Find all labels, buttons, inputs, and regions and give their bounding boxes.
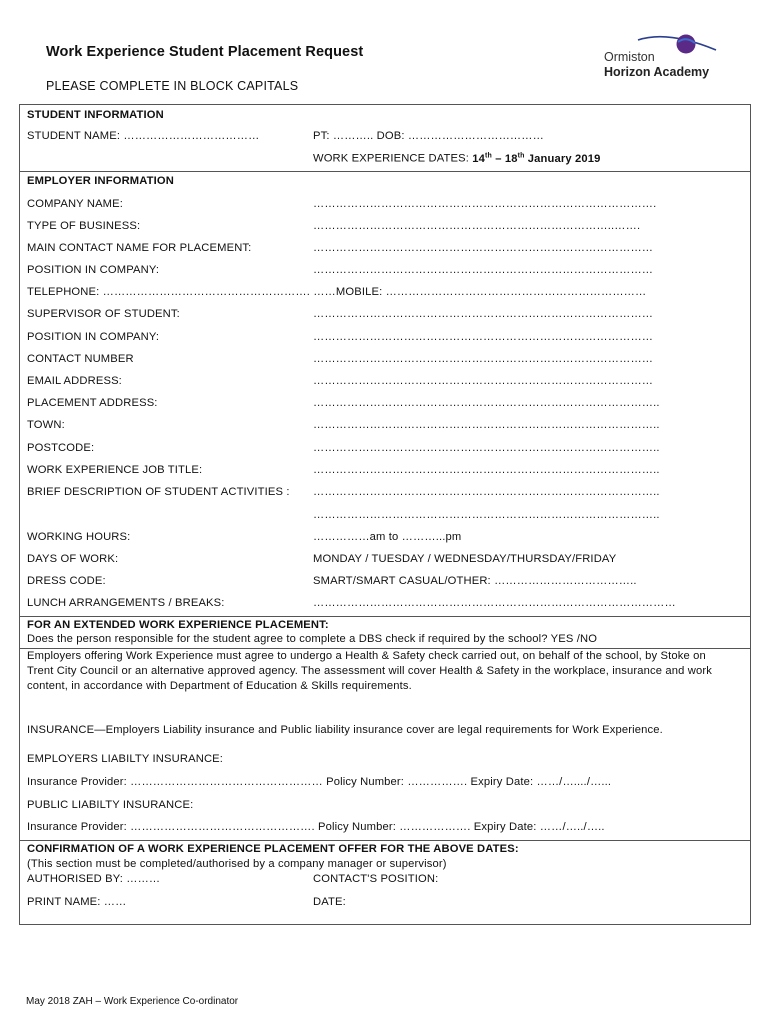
contact-position-field[interactable]: CONTACT'S POSITION:: [313, 873, 439, 885]
health-safety-paragraph: Employers offering Work Experience must agree to undergo a Health & Safety check carried out, on behalf of the school, by Stoke on Trent City Council or an alternative approved agency. The assessment will cover Health & Safety in the workplace, insurance and work content, in accordance with Department of Education & Skills requirements.: [27, 650, 712, 692]
main-contact-label: MAIN CONTACT NAME FOR PLACEMENT:: [27, 242, 252, 254]
main-contact-field[interactable]: ………………………………………………………………………………: [313, 242, 654, 254]
employers-liability-heading: EMPLOYERS LIABILTY INSURANCE:: [27, 753, 224, 765]
town-field[interactable]: ………………………………………………………………………………..: [313, 419, 660, 431]
business-type-field[interactable]: ……………………………………………………………………..…….: [313, 220, 641, 232]
dates-label: WORK EXPERIENCE DATES:: [313, 152, 473, 165]
dates-day1: 14: [472, 152, 486, 165]
authorised-by-field[interactable]: AUTHORISED BY: ………: [27, 873, 161, 885]
work-experience-dates: [313, 152, 600, 165]
placement-address-field[interactable]: ………………………………………………………………………………..: [313, 397, 660, 409]
supervisor-position-label: POSITION IN COMPANY:: [27, 331, 160, 343]
company-name-field[interactable]: ……………………………………………………………………………….: [313, 198, 657, 210]
activities-label: BRIEF DESCRIPTION OF STUDENT ACTIVITIES :: [27, 486, 290, 498]
supervisor-position-field[interactable]: ………………………………………………………………………………: [313, 331, 654, 343]
days-field[interactable]: MONDAY / TUESDAY / WEDNESDAY/THURSDAY/FRIDAY: [313, 553, 617, 565]
confirmation-note: (This section must be completed/authorised by a company manager or supervisor): [27, 858, 447, 870]
divider: [20, 171, 750, 172]
contact-number-field[interactable]: ………………………………………………………………………………: [313, 353, 654, 365]
school-logo: [598, 32, 730, 84]
postcode-field[interactable]: ………………………………………………………………………………..: [313, 442, 660, 454]
page-subtitle: PLEASE COMPLETE IN BLOCK CAPITALS: [46, 79, 299, 93]
dates-sup2: th: [517, 152, 525, 159]
working-hours-field[interactable]: ……………am to ………...pm: [313, 531, 462, 543]
email-field[interactable]: ………………………………………………………………………………: [313, 375, 654, 387]
placement-form: [19, 104, 751, 925]
business-type-label: TYPE OF BUSINESS:: [27, 220, 141, 232]
employers-insurance-fields[interactable]: Insurance Provider: …………………………………………… Policy Number: ……………. Expiry Date: ……/…..../…...: [27, 776, 612, 788]
insurance-paragraph: INSURANCE—Employers Liability insurance and Public liability insurance cover are legal requirements for Work Experience.: [27, 724, 663, 736]
position-field[interactable]: ………………………………………………………………………………: [313, 264, 654, 276]
activities-field[interactable]: ………………………………………………………………………………..: [313, 486, 660, 498]
dress-code-label: DRESS CODE:: [27, 575, 106, 587]
town-label: TOWN:: [27, 419, 65, 431]
divider: [20, 616, 750, 617]
supervisor-field[interactable]: ………………………………………………………………………………: [313, 308, 654, 320]
footer-note: May 2018 ZAH – Work Experience Co-ordinator: [26, 996, 239, 1007]
employer-heading: EMPLOYER INFORMATION: [27, 175, 174, 187]
company-name-label: COMPANY NAME:: [27, 198, 124, 210]
confirmation-heading: CONFIRMATION OF A WORK EXPERIENCE PLACEMENT OFFER FOR THE ABOVE DATES:: [27, 843, 519, 855]
dress-code-field[interactable]: SMART/SMART CASUAL/OTHER: ………………………………..: [313, 575, 637, 587]
dates-sup1: th: [485, 152, 492, 159]
date-field[interactable]: DATE:: [313, 896, 346, 908]
days-label: DAYS OF WORK:: [27, 553, 119, 565]
email-label: EMAIL ADDRESS:: [27, 375, 122, 387]
lunch-field[interactable]: ……………………………………………………………………………………: [313, 597, 676, 609]
telephone-mobile-field[interactable]: TELEPHONE: ………………………………………………. ……MOBILE: ……………………………………………………………: [27, 286, 647, 298]
dbs-question[interactable]: Does the person responsible for the student agree to complete a DBS check if required by the school? YES /NO: [27, 633, 598, 645]
working-hours-label: WORKING HOURS:: [27, 531, 131, 543]
contact-number-label: CONTACT NUMBER: [27, 353, 134, 365]
student-name-field[interactable]: STUDENT NAME: ………………………………: [27, 130, 260, 142]
student-heading: STUDENT INFORMATION: [27, 109, 164, 121]
lunch-label: LUNCH ARRANGEMENTS / BREAKS:: [27, 597, 225, 609]
job-title-label: WORK EXPERIENCE JOB TITLE:: [27, 464, 203, 476]
page-title: Work Experience Student Placement Request: [46, 44, 364, 60]
public-insurance-fields[interactable]: Insurance Provider: …………………………………………. Policy Number: ………………. Expiry Date: ……/…../…..: [27, 821, 605, 833]
pt-dob-field[interactable]: PT: ……….. DOB: ………………………………: [313, 130, 544, 142]
position-label: POSITION IN COMPANY:: [27, 264, 160, 276]
logo-text-academy: Horizon Academy: [604, 65, 710, 79]
postcode-label: POSTCODE:: [27, 442, 95, 454]
job-title-field[interactable]: ………………………………………………………………………………..: [313, 464, 660, 476]
public-liability-heading: PUBLIC LIABILTY INSURANCE:: [27, 799, 194, 811]
placement-address-label: PLACEMENT ADDRESS:: [27, 397, 158, 409]
dates-end: January 2019: [524, 152, 601, 165]
divider: [20, 840, 750, 841]
supervisor-label: SUPERVISOR OF STUDENT:: [27, 308, 180, 320]
extended-heading: FOR AN EXTENDED WORK EXPERIENCE PLACEMENT:: [27, 619, 329, 631]
dates-mid: – 18: [491, 152, 518, 165]
print-name-field[interactable]: PRINT NAME: ……: [27, 896, 127, 908]
logo-text-ormiston: Ormiston: [604, 50, 655, 64]
activities-field-line2[interactable]: ………………………………………………………………………………..: [313, 509, 660, 521]
